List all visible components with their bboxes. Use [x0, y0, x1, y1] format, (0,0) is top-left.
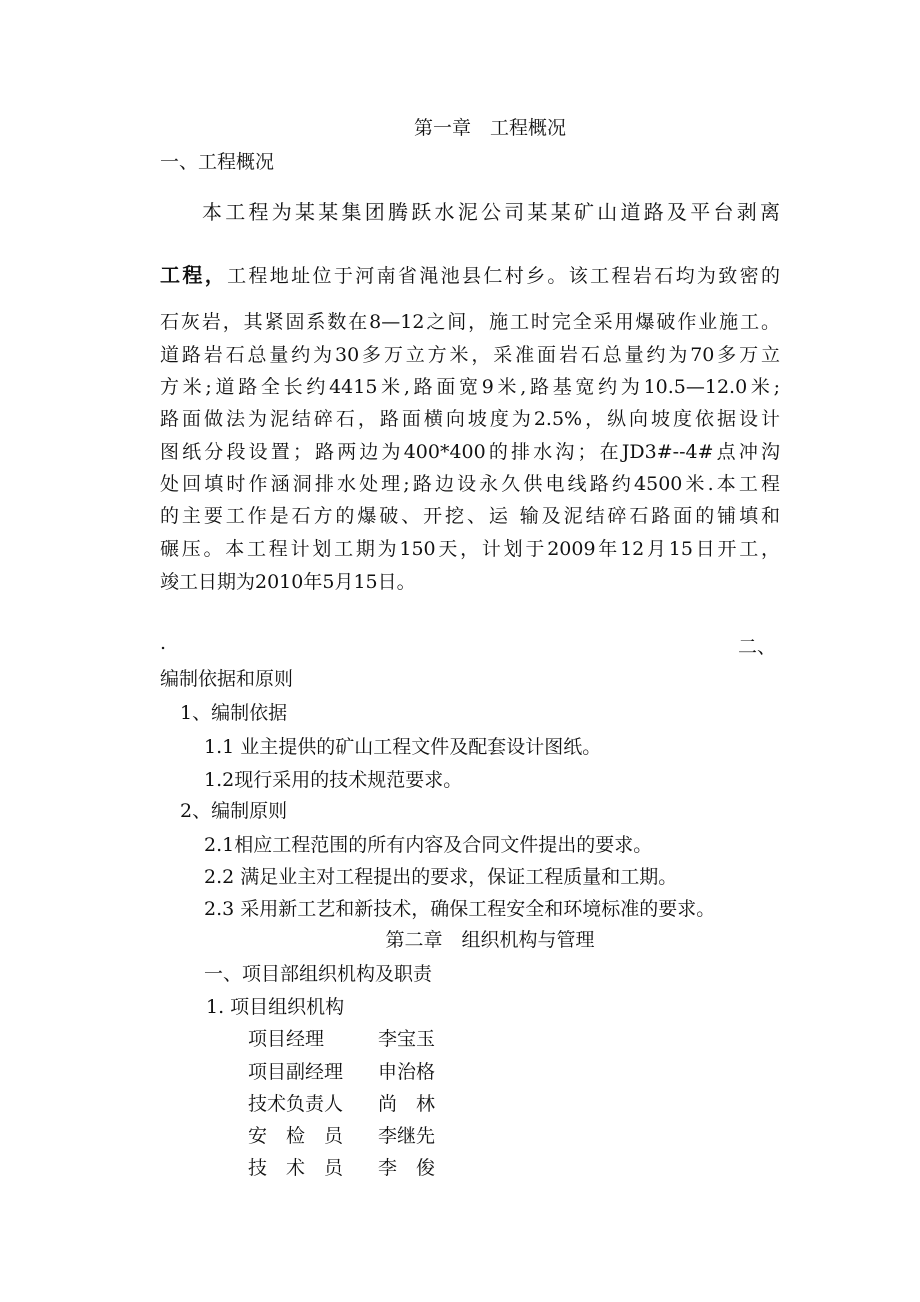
- staff-role: 项目副经理: [248, 1061, 344, 1083]
- basis-heading: 1、编制依据: [180, 702, 288, 724]
- staff-role: 安 检 员: [248, 1125, 344, 1147]
- paragraph-text: 为某某集团腾跃水泥公司某某矿山道路及平台剥离: [271, 200, 780, 224]
- paragraph-line-3: 石灰岩，其紧固系数在8—12之间，施工时完全采用爆破作业施工。: [160, 311, 780, 333]
- chapter1-title: 第一章 工程概况: [413, 117, 566, 139]
- staff-role: 技 术 员: [248, 1157, 344, 1179]
- staff-role: 项目经理: [248, 1028, 325, 1050]
- dot-mark: .: [160, 632, 167, 654]
- principle-item-3: 2.3 采用新工艺和新技术，确保工程安全和环境标准的要求。: [204, 898, 716, 920]
- paragraph-line-5: 方米;道路全长约4415米,路面宽9米,路基宽约为10.5—12.0米;: [160, 376, 780, 398]
- paragraph-line-1: [160, 199, 780, 226]
- org-sub-heading: 1. 项目组织机构: [206, 996, 345, 1018]
- section1-heading: 一、工程概况: [160, 151, 275, 173]
- section2-number: 二、: [738, 636, 777, 658]
- staff-name: 李 俊: [378, 1157, 436, 1179]
- section2-heading: 编制依据和原则: [160, 668, 294, 690]
- principle-item-2: 2.2 满足业主对工程提出的要求，保证工程质量和工期。: [204, 866, 678, 888]
- paragraph-line-9: 的主要工作是石方的爆破、开挖、运 输及泥结碎石路面的铺填和: [160, 505, 780, 527]
- paragraph-line-8: 处回填时作涵洞排水处理;路边设永久供电线路约4500米.本工程: [160, 473, 780, 495]
- staff-name: 李宝玉: [378, 1028, 436, 1050]
- paragraph-line-7: 图纸分段设置；路两边为400*400的排水沟；在JD3#--4#点冲沟: [160, 441, 780, 463]
- staff-role: 技术负责人: [248, 1093, 344, 1115]
- paragraph-line-6: 路面做法为泥结碎石，路面横向坡度为2.5%，纵向坡度依据设计: [160, 408, 780, 430]
- paragraph-lead: 工程，: [160, 263, 228, 287]
- paragraph-line-2: [160, 262, 780, 289]
- paragraph-line-11: 竣工日期为2010年5月15日。: [160, 571, 416, 593]
- principle-heading: 2、编制原则: [180, 800, 288, 822]
- paragraph-line-10: 碾压。本工程计划工期为150天，计划于2009年12月15日开工，: [160, 538, 780, 560]
- chapter2-section1-heading: 一、项目部组织机构及职责: [204, 963, 433, 985]
- principle-item-1: 2.1相应工程范围的所有内容及合同文件提出的要求。: [204, 834, 653, 856]
- staff-name: 申治格: [378, 1061, 436, 1083]
- chapter2-title: 第二章 组织机构与管理: [385, 929, 595, 951]
- basis-item-1: 1.1 业主提供的矿山工程文件及配套设计图纸。: [204, 736, 602, 758]
- staff-name: 李继先: [378, 1125, 436, 1147]
- paragraph-lead: 本工程: [202, 200, 272, 224]
- staff-name: 尚 林: [378, 1093, 436, 1115]
- paragraph-text: 工程地址位于河南省渑池县仁村乡。该工程岩石均为致密的: [227, 265, 780, 287]
- paragraph-line-4: 道路岩石总量约为30多万立方米，采准面岩石总量约为70多万立: [160, 344, 780, 366]
- basis-item-2: 1.2现行采用的技术规范要求。: [204, 769, 463, 791]
